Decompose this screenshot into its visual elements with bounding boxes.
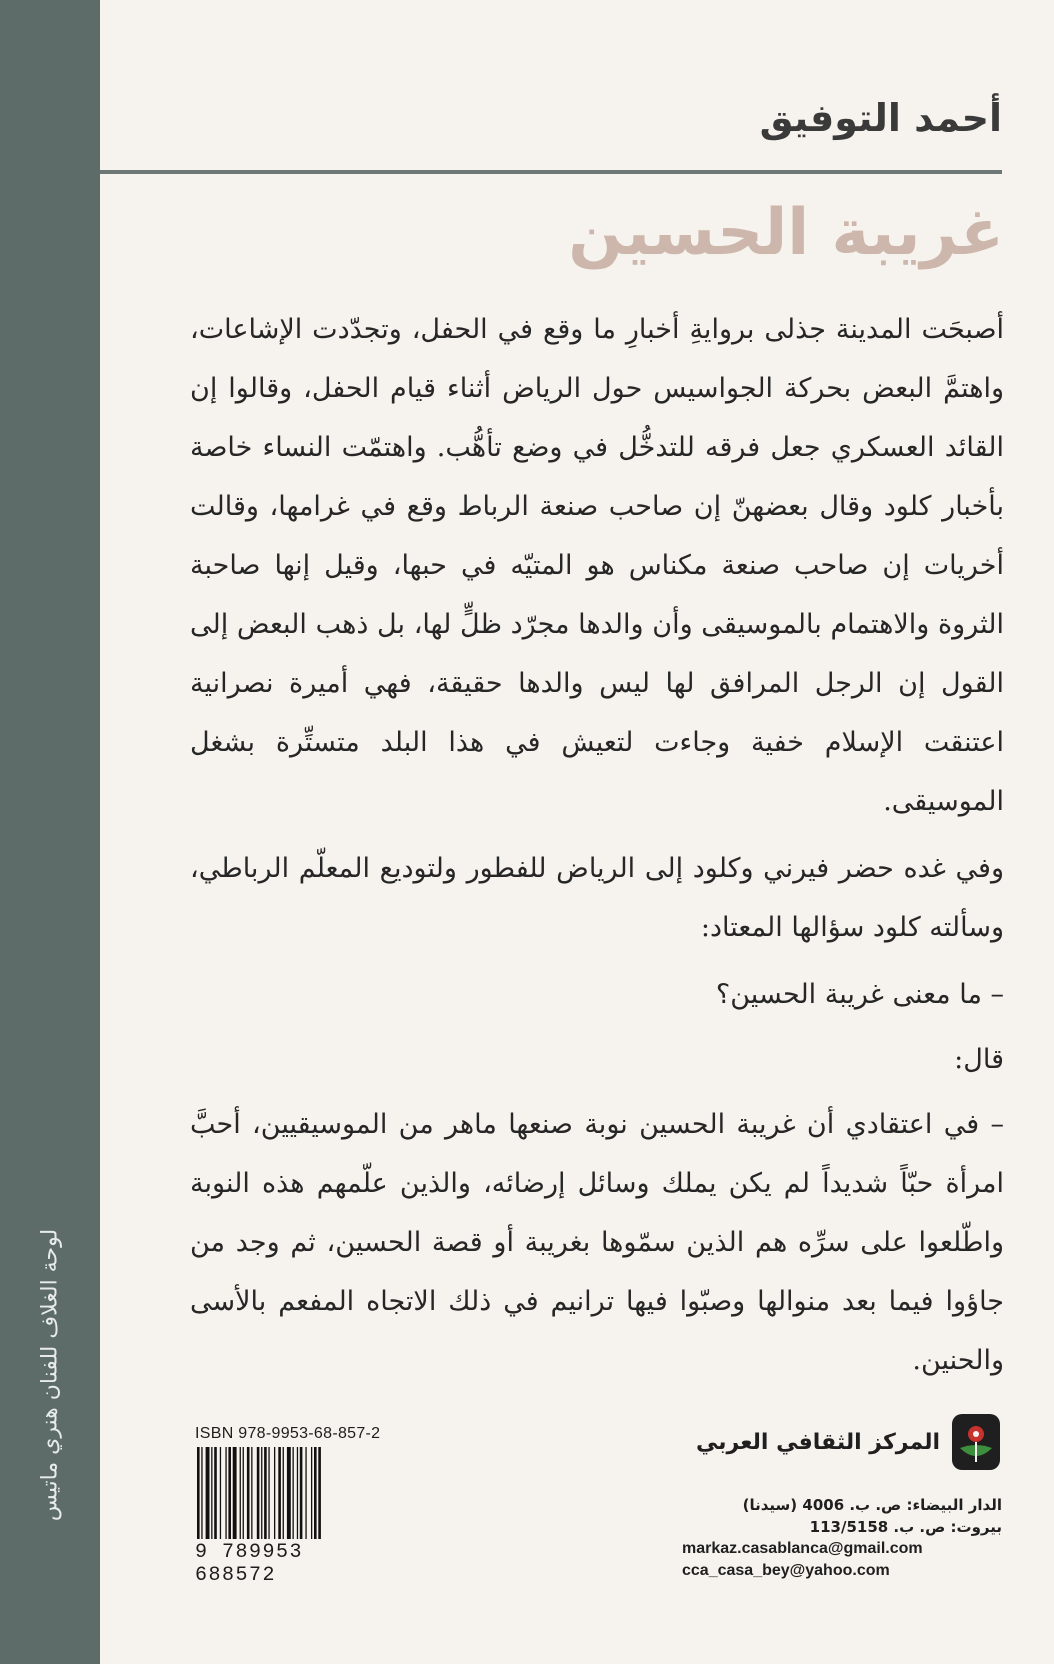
email-link[interactable]: markaz.casablanca@gmail.com [682, 1540, 923, 1557]
paragraph: – ما معنى غريبة الحسين؟ [715, 979, 1004, 1010]
paragraph: وفي غده حضر فيرني وكلود إلى الرياض للفطور ولتوديع المعلّم الرباطي، وسألته كلود سؤالها المعتاد: [190, 853, 1004, 943]
book-title: غريبة الحسين [568, 196, 1004, 270]
address-casablanca: الدار البيضاء: ص. ب. 4006 (سيدنا) [742, 1496, 1002, 1514]
paragraph: قال: [954, 1044, 1004, 1075]
barcode-icon [195, 1447, 395, 1539]
address-beirut: بيروت: ص. ب. 113/5158 [809, 1518, 1002, 1536]
isbn-label: ISBN 978-9953-68-857-2 [195, 1425, 381, 1442]
author-name: أحمد التوفيق [759, 96, 1002, 140]
divider [100, 170, 1002, 174]
paragraph: أصبحَت المدينة جذلى بروايةِ أخبارِ ما وقع في الحفل، وتجدّدت الإشاعات، واهتمَّ البعض بحركة الجواسيس حول الرياض أثناء قيام الحفل، وقالوا إن القائد العسكري جعل فرقه للتدخُّل في وضع تأهُّب. واهتمّت النساء خاصة بأخبار كلود وقال بعضهنّ إن صاحب صنعة الرباط وقع في غرامها، وقالت أخريات إن صاحب صنعة مكناس هو المتيّه في حبها، وقيل إنها صاحبة الثروة والاهتمام بالموسيقى وأن والدها مجرّد ظلٍّ لها، بل ذهب البعض إلى القول إن الرجل المرافق لها ليس والدها حقيقة، فهي أميرة نصرانية اعتنقت الإسلام خفية وجاءت لتعيش في هذا البلد متستِّرة بشغل الموسيقى. [190, 314, 1004, 817]
barcode-block [195, 1425, 395, 1587]
publisher-contact [682, 1494, 1002, 1582]
spine-band [0, 0, 100, 1664]
cover-art-credit: لوحة الغلاف للفنان هنري ماتيس [37, 1228, 63, 1522]
flower-logo-icon [950, 1412, 1002, 1472]
email-link[interactable]: cca_casa_bey@yahoo.com [682, 1562, 890, 1579]
publisher-block [696, 1412, 1002, 1472]
publisher-name: المركز الثقافي العربي [696, 1429, 940, 1455]
blurb-text [190, 300, 1004, 1398]
barcode-number: 9 789953 688572 [195, 1541, 304, 1587]
paragraph: – في اعتقادي أن غريبة الحسين نوبة صنعها ماهر من الموسيقيين، أحبَّ امرأة حبّاً شديداً لم يكن يملك وسائل إرضائه، والذين علّمهم هذه النوبة واطّلعوا على سرِّه هم الذين سمّوها بغريبة أو قصة الحسين، ثم وجد من جاؤوا فيما بعد منوالها وصبّوا فيها ترانيم في ذلك الاتجاه المفعم بالأسى والحنين. [190, 1109, 1004, 1376]
